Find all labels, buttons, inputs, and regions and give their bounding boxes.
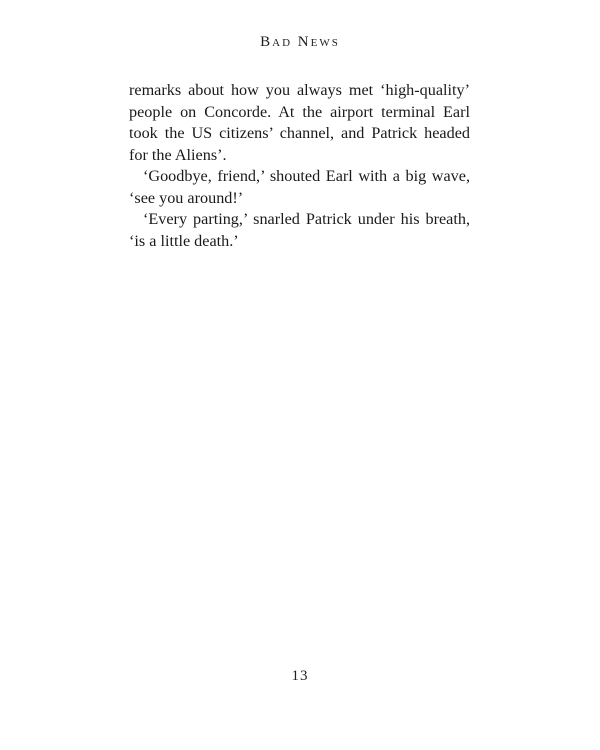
paragraph-every-parting: ‘Every parting,’ snarled Patrick under his breath, ‘is a little death.’ xyxy=(129,210,470,250)
paragraph-goodbye: ‘Goodbye, friend,’ shouted Earl with a big wave, ‘see you around!’ xyxy=(129,167,470,207)
running-head: Bad News xyxy=(260,34,340,50)
page-number: 13 xyxy=(291,668,309,684)
body-text xyxy=(129,80,470,252)
paragraph-continuation: remarks about how you always met ‘high-quality’ people on Concorde. At the airport terminal Earl took the US citizens’ channel, and Patrick headed for the Aliens’. xyxy=(129,81,470,164)
